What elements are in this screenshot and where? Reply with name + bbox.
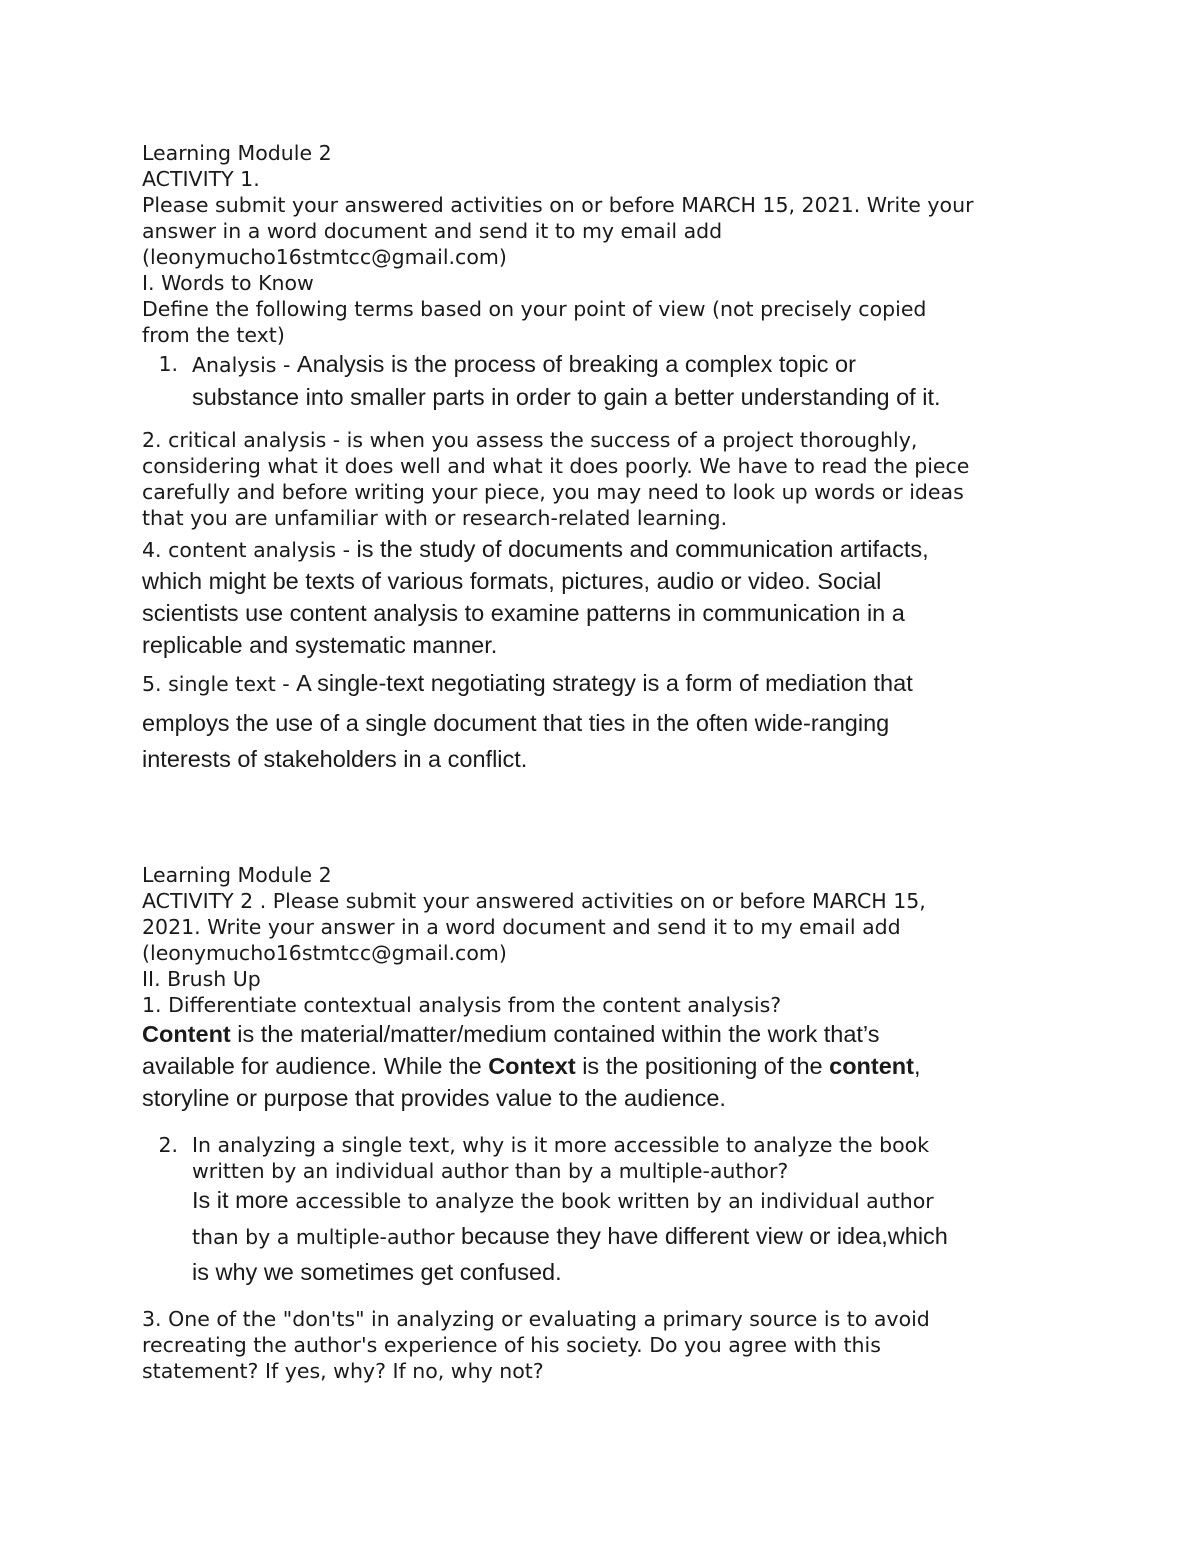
answer-text: scientists use content analysis to examine patterns in communication in a [142, 600, 905, 626]
instructions-line: 2021. Write your answer in a word document and send it to my email add [142, 915, 901, 939]
answer-text: replicable and systematic manner. [142, 632, 498, 658]
section-heading: II. Brush Up [142, 967, 261, 991]
list-item [108, 1132, 1072, 1288]
activity-1 [142, 140, 1072, 777]
paragraph-line: considering what it does well and what it does poorly. We have to read the piece [142, 454, 970, 478]
activity-2 [142, 862, 1072, 1384]
document-page [142, 140, 1072, 1383]
answer-text: A single-text negotiating strategy is a form of mediation that [296, 670, 913, 696]
answer-text: is why we sometimes get confused. [192, 1259, 562, 1285]
term-label: Analysis - [192, 353, 297, 377]
paragraph-line: carefully and before writing your piece, you may need to look up words or ideas [142, 480, 964, 504]
list-item [108, 348, 1072, 413]
question-text: written by an individual author than by a multiple-author? [192, 1159, 789, 1183]
keyword: content [829, 1053, 914, 1079]
instructions-line: Please submit your answered activities on or before MARCH 15, 2021. Write your [142, 193, 974, 217]
module-title: Learning Module 2 [142, 863, 332, 887]
term-label: 4. content analysis - [142, 538, 357, 562]
question-text: recreating the author's experience of his society. Do you agree with this [142, 1333, 881, 1357]
term-label: 5. single text - [142, 672, 297, 696]
answer-text: employs the use of a single document that ties in the often wide-ranging [142, 710, 890, 736]
directions-line: from the text) [142, 323, 285, 347]
email-address: (leonymucho16stmtcc@gmail.com) [142, 941, 507, 965]
module-title: Learning Module 2 [142, 141, 332, 165]
answer-text: Is it more accessible to analyze the book written by an individual author [192, 1187, 934, 1213]
email-address: (leonymucho16stmtcc@gmail.com) [142, 245, 507, 269]
directions-line: Define the following terms based on your point of view (not precisely copied [142, 297, 927, 321]
keyword: Context [488, 1053, 576, 1079]
paragraph-line: 2. critical analysis - is when you assess the success of a project thoroughly, [142, 428, 918, 452]
answer-text: substance into smaller parts in order to gain a better understanding of it. [192, 384, 941, 410]
list-number: 1. [158, 352, 178, 376]
answer-text: Analysis is the process of breaking a complex topic or [296, 351, 856, 377]
paragraph-line: that you are unfamiliar with or research-related learning. [142, 506, 728, 530]
answer-text: than by a multiple-author because they have different view or idea,which [192, 1223, 948, 1249]
answer-text: Content is the material/matter/medium contained within the work that’s [142, 1021, 880, 1047]
instructions-line: ACTIVITY 2 . Please submit your answered activities on or before MARCH 15, [142, 889, 926, 913]
keyword: Content [142, 1021, 231, 1047]
list-number: 2. [158, 1133, 178, 1157]
question-text: 1. Differentiate contextual analysis from the content analysis? [142, 993, 782, 1017]
activity-label: ACTIVITY 1. [142, 167, 260, 191]
answer-text: available for audience. While the Context is the positioning of the content, [142, 1053, 921, 1079]
instructions-line: answer in a word document and send it to my email add [142, 219, 723, 243]
question-text: 3. One of the "don'ts" in analyzing or evaluating a primary source is to avoid [142, 1307, 930, 1331]
answer-text: storyline or purpose that provides value to the audience. [142, 1085, 726, 1111]
answer-text: is the study of documents and communication artifacts, [356, 536, 929, 562]
question-text: In analyzing a single text, why is it more accessible to analyze the book [192, 1133, 930, 1157]
section-heading: I. Words to Know [142, 271, 314, 295]
answer-text: interests of stakeholders in a conflict. [142, 746, 528, 772]
answer-text: which might be texts of various formats, pictures, audio or video. Social [142, 568, 882, 594]
question-text: statement? If yes, why? If no, why not? [142, 1359, 544, 1383]
